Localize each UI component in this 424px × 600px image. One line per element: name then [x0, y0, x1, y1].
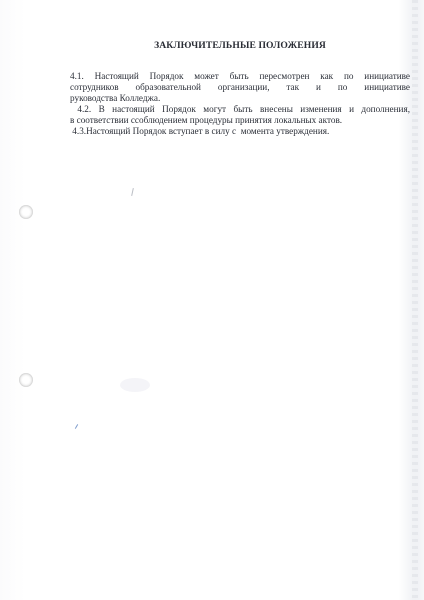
section-title: ЗАКЛЮЧИТЕЛЬНЫЕ ПОЛОЖЕНИЯ	[154, 40, 326, 51]
punch-hole	[19, 205, 33, 219]
page-edge-shadow	[412, 0, 418, 600]
scan-mark	[131, 188, 134, 196]
document-body	[70, 40, 410, 137]
text-line: сотрудников образовательной организации, так и по инициативе	[70, 82, 410, 92]
scan-mark	[75, 424, 78, 429]
text-line: 4.3.Настоящий Порядок вступает в силу с момента утверждения.	[70, 126, 330, 136]
paragraph-4-1	[70, 71, 410, 104]
paragraph-4-3	[70, 126, 410, 137]
text-line: 4.1. Настоящий Порядок может быть пересмотрен как по инициативе	[70, 71, 410, 81]
paragraph-4-2	[70, 104, 410, 126]
text-line: руководства Колледжа.	[70, 93, 161, 103]
punch-hole	[19, 373, 33, 387]
scan-smudge	[120, 378, 150, 392]
text-line: в соответствии ссоблюдением процедуры принятия локальных актов.	[70, 115, 343, 125]
text-line: 4.2. В настоящий Порядок могут быть внесены изменения и дополнения,	[70, 104, 410, 114]
